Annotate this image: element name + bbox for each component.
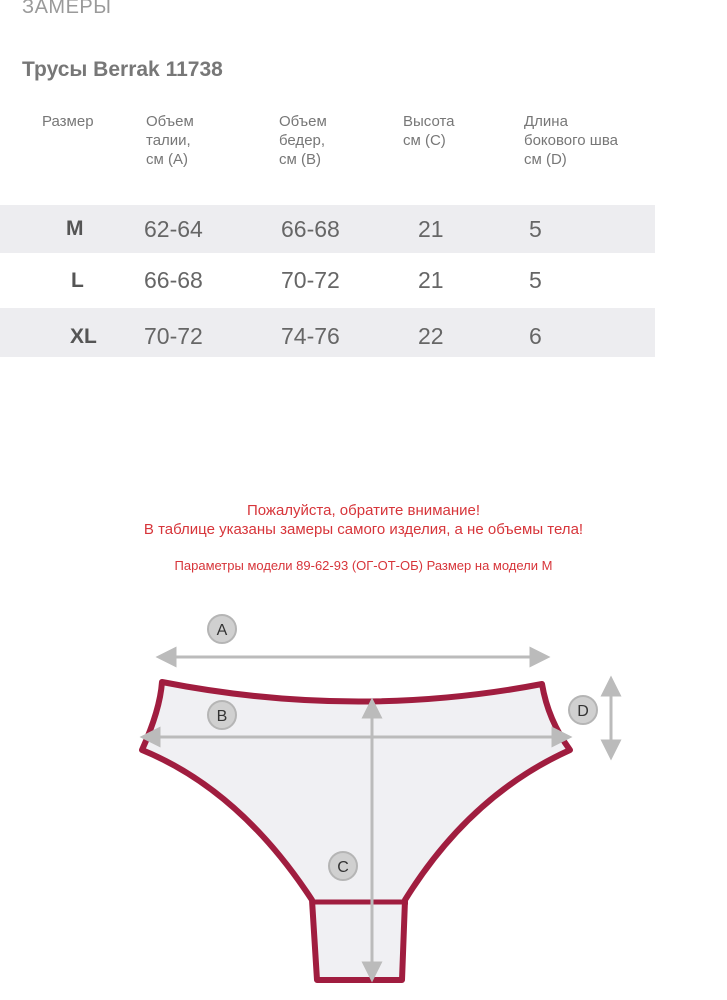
- size-cell: XL: [70, 325, 97, 348]
- notice-heading: Пожалуйста, обратите внимание!: [246, 502, 481, 519]
- side-seam-cell: 5: [529, 216, 542, 242]
- label-badge-b: [208, 701, 236, 729]
- column-header-side-seam: Длина бокового шва см (D): [524, 113, 618, 168]
- label-badge-c: [329, 852, 357, 880]
- height-cell: 21: [418, 216, 444, 242]
- product-title: Трусы Berrak 11738: [22, 58, 223, 81]
- size-cell: L: [71, 269, 84, 292]
- column-header-hips: Объем бедер, см (B): [279, 113, 327, 168]
- hips-cell: 70-72: [281, 267, 340, 293]
- svg-text:B: B: [216, 708, 228, 725]
- svg-text:A: A: [216, 622, 228, 639]
- svg-text:D: D: [577, 703, 589, 720]
- waist-cell: 70-72: [144, 323, 203, 349]
- waist-cell: 62-64: [144, 216, 203, 242]
- hips-cell: 66-68: [281, 216, 340, 242]
- briefs-measurement-diagram: [0, 600, 727, 1000]
- side-seam-cell: 6: [529, 323, 542, 349]
- notice-text: В таблице указаны замеры самого изделия, а не объемы тела!: [143, 521, 584, 538]
- briefs-outline: [142, 682, 570, 980]
- size-cell: M: [66, 217, 84, 240]
- height-cell: 21: [418, 267, 444, 293]
- svg-text:C: C: [337, 859, 349, 876]
- model-parameters: Параметры модели 89-62-93 (ОГ-ОТ-ОБ) Размер на модели M: [174, 558, 553, 573]
- side-seam-cell: 5: [529, 267, 542, 293]
- height-cell: 22: [418, 323, 444, 349]
- section-title: ЗАМЕРЫ: [22, 0, 112, 18]
- column-header-height: Высота см (C): [403, 113, 455, 149]
- hips-cell: 74-76: [281, 323, 340, 349]
- label-badge-d: [569, 696, 597, 724]
- label-badge-a: [208, 615, 236, 643]
- column-header-waist: Объем талии, см (A): [146, 113, 194, 168]
- column-header-size: Размер: [42, 113, 94, 130]
- waist-cell: 66-68: [144, 267, 203, 293]
